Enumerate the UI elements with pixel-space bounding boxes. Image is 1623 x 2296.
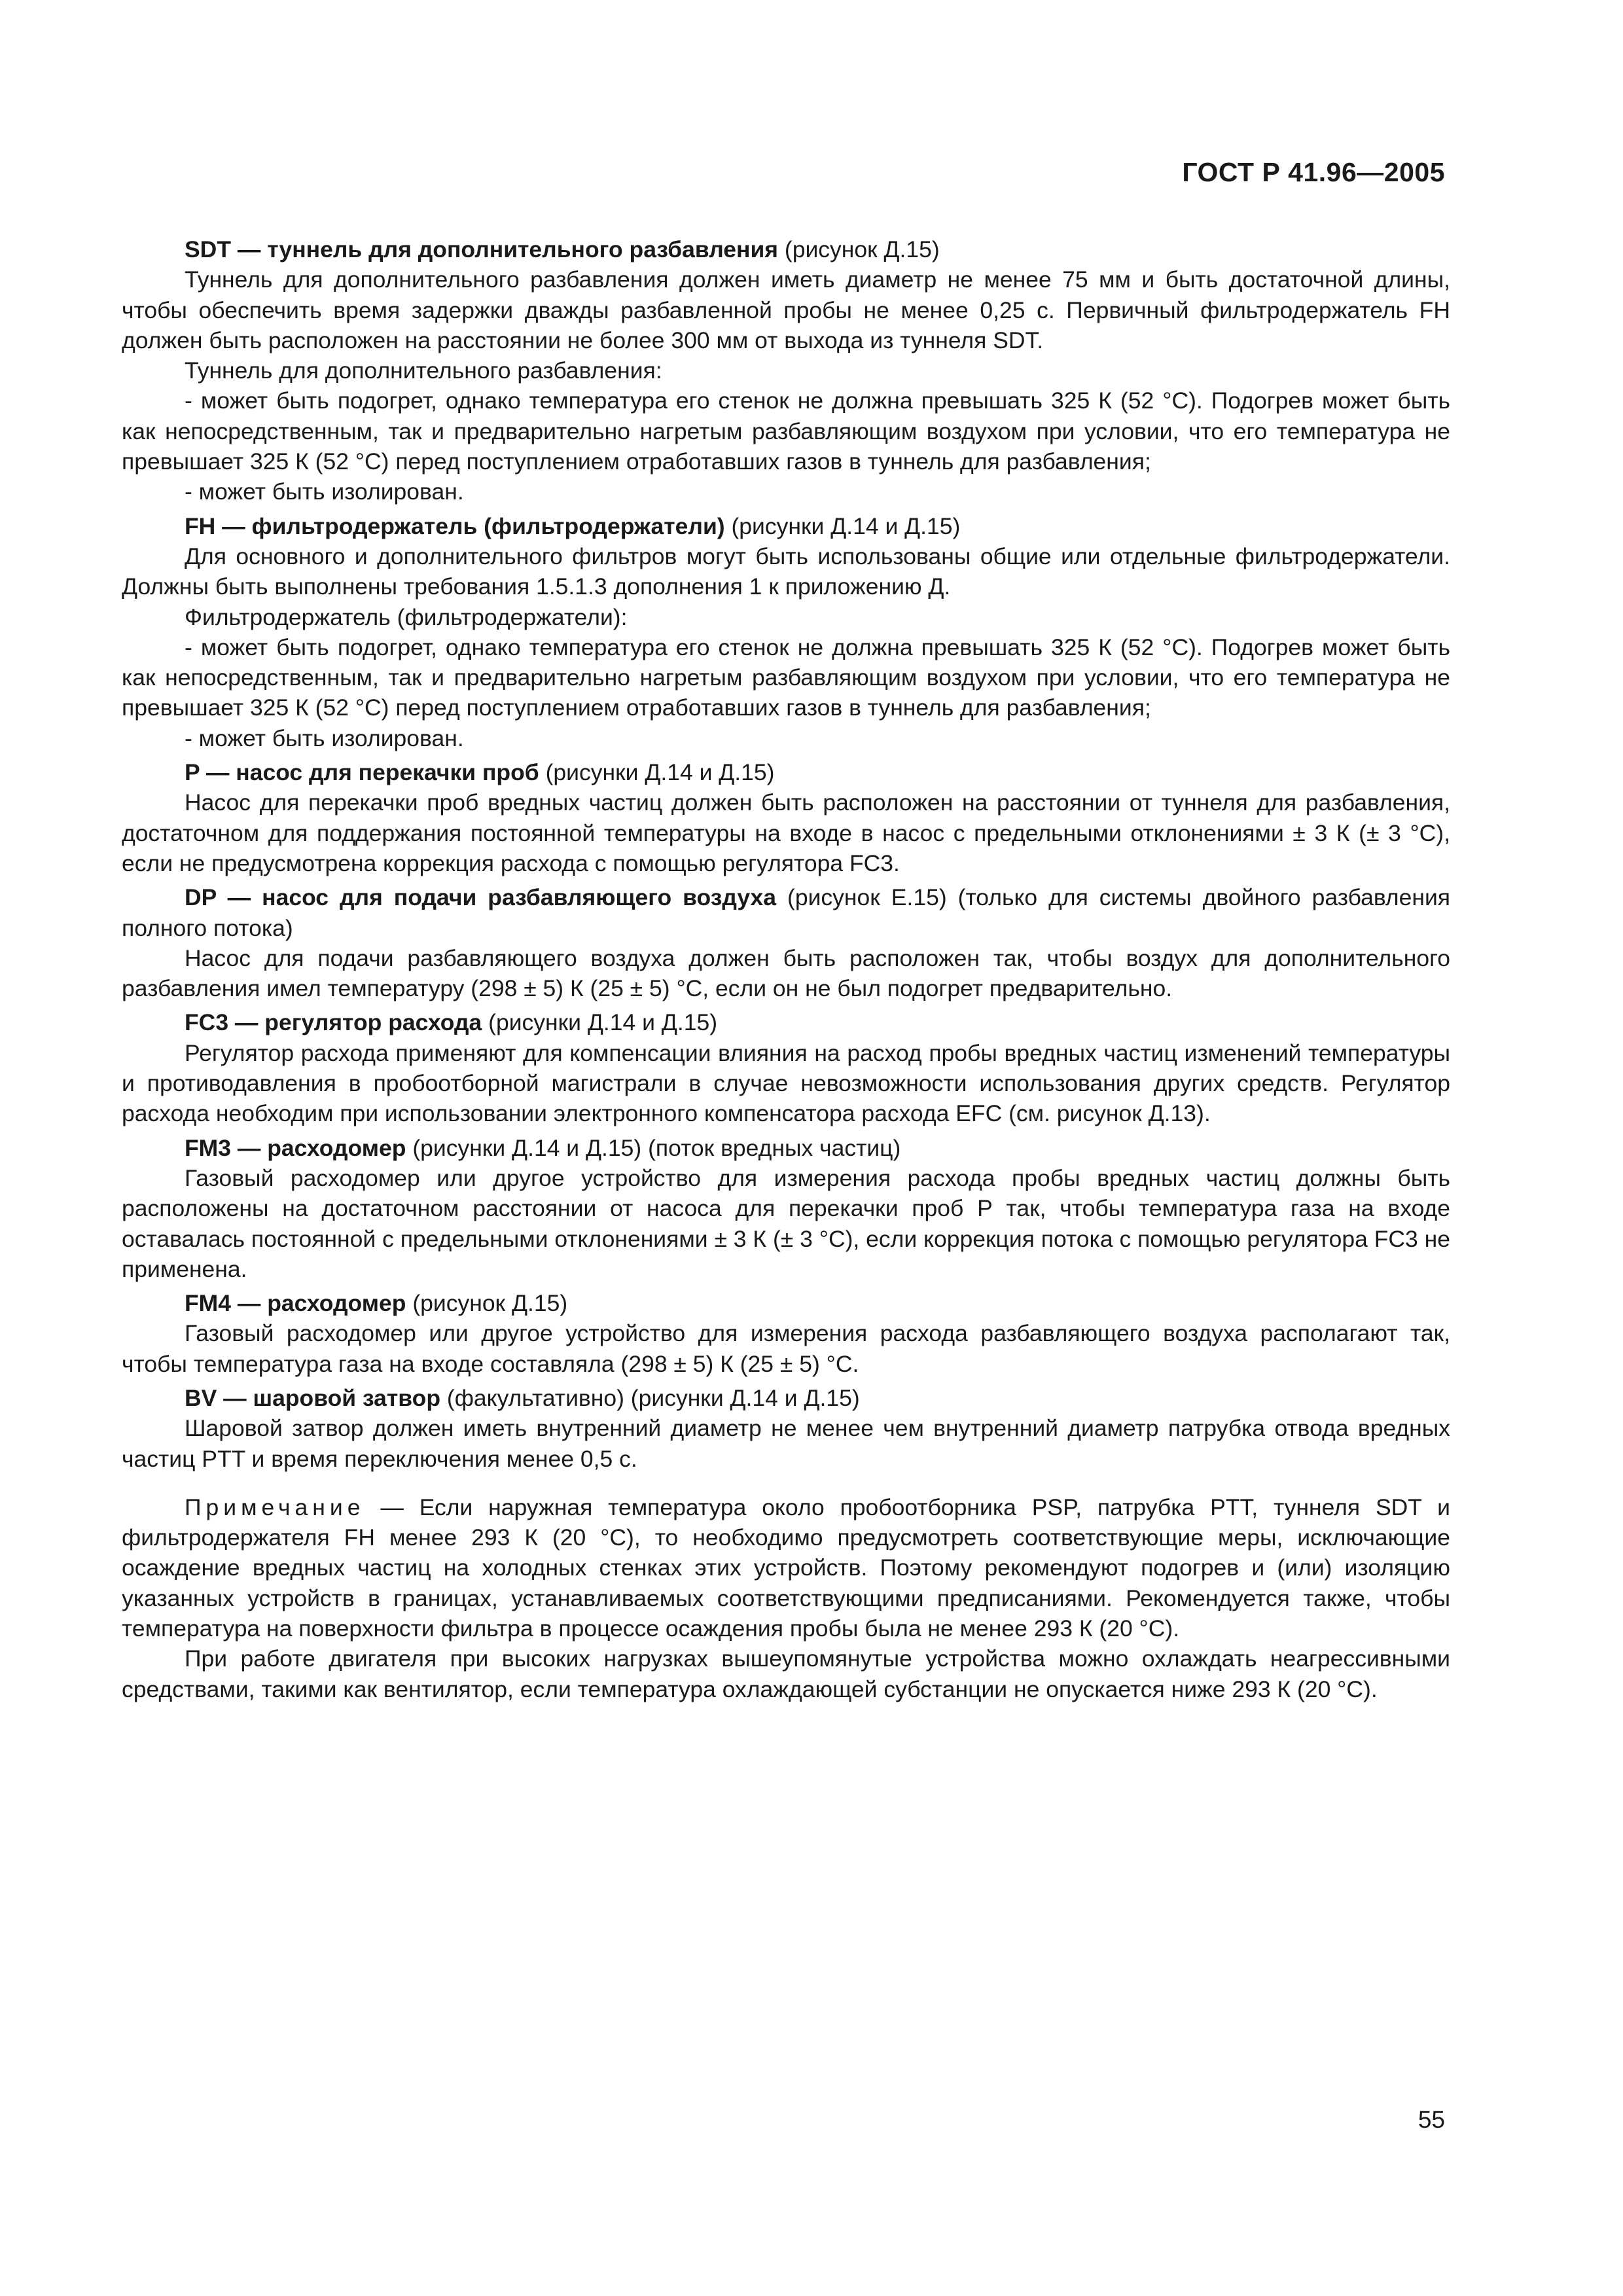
note-paragraph: [122, 1492, 1450, 1643]
ref-fm3: (рисунки Д.14 и Д.15) (поток вредных частиц): [406, 1134, 901, 1161]
paragraph: - может быть подогрет, однако температура его стенок не должна превышать 325 К (52 °С). Подогрев может быть как непосредственным, так и предварительно нагретым разбавляющим воздухом при условии, что его температура не превышает 325 К (52 °С) перед поступлением отработавших газов в туннель для разбавления;: [122, 387, 1450, 475]
section-heading-bv: [122, 1383, 1450, 1413]
document-header: ГОСТ Р 41.96—2005: [1182, 157, 1445, 187]
paragraph: Регулятор расхода применяют для компенсации влияния на расход пробы вредных частиц изменений температуры и противодавления в пробоотборной магистрали в случае невозможности использования других средств. Регулятор расхода необходим при использовании электронного компенсатора расхода EFC (см. рисунок Д.13).: [122, 1039, 1450, 1127]
note-text: — Если наружная температура около пробоотборника PSP, патрубка PTT, туннеля SDT и фильтродержателя FH менее 293 К (20 °С), то необходимо предусмотреть соответствующие меры, исключающие осаждение вредных частиц на холодных стенках этих устройств. Поэтому рекомендуют подогрев и (или) изоляцию указанных устройств в границах, устанавливаемых соответствующими предписаниями. Рекомендуется также, чтобы температура на поверхности фильтра в процессе осаждения пробы была не менее 293 К (20 °С).: [122, 1494, 1450, 1642]
ref-p: (рисунки Д.14 и Д.15): [539, 759, 775, 786]
paragraph: Газовый расходомер или другое устройство для измерения расхода пробы вредных частиц должны быть расположены на достаточном расстоянии от насоса для перекачки проб Р так, чтобы температура газа на входе оставалась постоянной с предельными отклонениями ± 3 К (± 3 °С), если коррекция потока с помощью регулятора FC3 не применена.: [122, 1164, 1450, 1282]
document-body: [122, 230, 1450, 1704]
section-heading-fc3: [122, 1007, 1450, 1037]
term-sdt: SDT — туннель для дополнительного разбавления: [185, 236, 779, 262]
paragraph: - может быть подогрет, однако температура его стенок не должна превышать 325 К (52 °С). Подогрев может быть как непосредственным, так и предварительно нагретым разбавляющим воздухом при условии, что его температура не превышает 325 К (52 °С) перед поступлением отработавших газов в туннель для разбавления;: [122, 634, 1450, 721]
term-bv: BV — шаровой затвор: [185, 1384, 441, 1411]
term-fm3: FM3 — расходомер: [185, 1134, 406, 1161]
page-number: 55: [1418, 2106, 1445, 2133]
section-heading-fm3: [122, 1133, 1450, 1163]
paragraph: Газовый расходомер или другое устройство для измерения расхода разбавляющего воздуха располагают так, чтобы температура газа на входе составляла (298 ± 5) К (25 ± 5) °С.: [122, 1320, 1450, 1377]
term-dp: DP — насос для подачи разбавляющего воздуха: [185, 884, 777, 911]
term-fm4: FM4 — расходомер: [185, 1290, 406, 1317]
paragraph: Насос для перекачки проб вредных частиц должен быть расположен на расстоянии от туннеля для разбавления, достаточном для поддержания постоянной температуры на входе в насос с предельными отклонениями ± 3 К (± 3 °С), если не предусмотрена коррекция расхода с помощью регулятора FC3.: [122, 789, 1450, 876]
paragraph: Туннель для дополнительного разбавления должен иметь диаметр не менее 75 мм и быть достаточной длины, чтобы обеспечить время задержки дважды разбавленной пробы не менее 0,25 с. Первичный фильтродержатель FH должен быть расположен на расстоянии не более 300 мм от выхода из туннеля SDT.: [122, 266, 1450, 353]
ref-dp: (рисунок Е.15) (только для системы двойного разбавления полного потока): [122, 884, 1450, 941]
section-heading-fh: [122, 511, 1450, 541]
ref-sdt: (рисунок Д.15): [778, 236, 940, 262]
section-heading-p: [122, 757, 1450, 787]
section-heading-dp: [122, 882, 1450, 943]
paragraph: Туннель для дополнительного разбавления:: [185, 357, 662, 384]
paragraph: - может быть изолирован.: [185, 725, 464, 751]
paragraph: Для основного и дополнительного фильтров могут быть использованы общие или отдельные фильтродержатели. Должны быть выполнены требования 1.5.1.3 дополнения 1 к приложению Д.: [122, 543, 1450, 600]
term-fh: FH — фильтродержатель (фильтродержатели): [185, 512, 725, 539]
note-label: Примечание: [185, 1494, 365, 1520]
ref-fm4: (рисунок Д.15): [406, 1290, 568, 1317]
paragraph: - может быть изолирован.: [185, 478, 464, 505]
section-heading-fm4: [122, 1288, 1450, 1318]
section-heading-sdt: [122, 234, 1450, 264]
ref-fc3: (рисунки Д.14 и Д.15): [482, 1009, 718, 1036]
term-p: P — насос для перекачки проб: [185, 759, 539, 786]
ref-fh: (рисунки Д.14 и Д.15): [724, 512, 961, 539]
paragraph: При работе двигателя при высоких нагрузках вышеупомянутые устройства можно охлаждать неагрессивными средствами, такими как вентилятор, если температура охлаждающей субстанции не опускается ниже 293 К (20 °С).: [122, 1645, 1450, 1702]
term-fc3: FC3 — регулятор расхода: [185, 1009, 482, 1036]
paragraph: Насос для подачи разбавляющего воздуха должен быть расположен так, чтобы воздух для дополнительного разбавления имел температуру (298 ± 5) К (25 ± 5) °С, если он не был подогрет предварительно.: [122, 944, 1450, 1002]
ref-bv: (факультативно) (рисунки Д.14 и Д.15): [440, 1384, 860, 1411]
paragraph: Шаровой затвор должен иметь внутренний диаметр не менее чем внутренний диаметр патрубка отвода вредных частиц PTT и время переключения менее 0,5 с.: [122, 1415, 1450, 1472]
paragraph: Фильтродержатель (фильтродержатели):: [185, 603, 628, 630]
